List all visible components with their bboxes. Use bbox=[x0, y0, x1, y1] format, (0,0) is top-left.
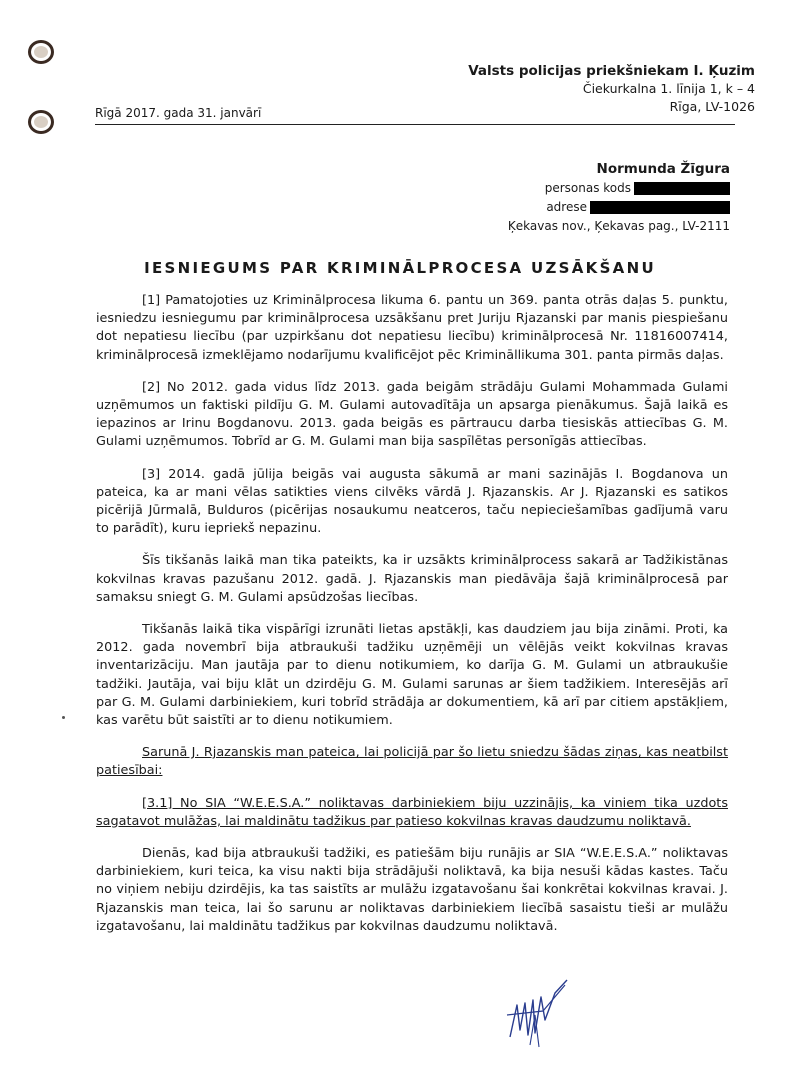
recipient-block bbox=[468, 62, 755, 116]
personal-code-label: personas kods bbox=[544, 181, 631, 195]
paragraph-6: Sarunā J. Rjazanskis man pateica, lai policijā par šo lietu sniedzu šādas ziņas, kas neatbilst patiesībai: bbox=[96, 745, 728, 779]
paragraph-1: [1] Pamatojoties uz Kriminālprocesa likuma 6. pantu un 369. panta otrās daļas 5. punktu, iesniedzu iesniegumu par kriminālprocesa uzsākšanu pret Juriju Rjazanski par manis piespiešanu dot nepatiesu liecību (par uzpirkšanu dot nepatiesu liecību) kriminālprocesā Nr. 11816007414, kriminālprocesā izmeklējamo nodarījumu kvalificējot pēc Krimināllikuma 301. panta pirmās daļas. bbox=[96, 293, 728, 363]
paragraph-3: [3] 2014. gadā jūlija beigās vai augusta sākumā ar mani sazinājās I. Bogdanova un pateica, ka ar mani vēlas satikties viens cilvēks vārdā J. Rjazanskis. Ar J. Rjazanski es satikos picērijā Jūrmalā, Bulduros (picērijas nosaukumu neatceros, taču nepieciešamības gadījumā varu to parādīt), kuru iepriekš nepazinu. bbox=[96, 466, 728, 537]
paragraph-5: Tikšanās laikā tika vispārīgi izrunāti lietas apstākļi, kas daudziem jau bija zināmi. Proti, ka 2012. gada novembrī bija atbraukuši tadžiku uzņēmēji un vēlējās veikt kokvilnas kravas inventarizāciju. Man jautāja par to dienu notikumiem, ko darīja G. M. Gulami un atbraukušie tadžiki. Jautāja, vai biju klāt un dzirdēju G. M. Gulami sarunas ar šiem tadžikiem. Interesējās arī par G. M. Gulami darbiniekiem, kuri tobrīd strādāja ar dokumentiem, kā arī par citiem apstākļiem, kas varētu būt saistīti ar to dienu notikumiem. bbox=[96, 622, 728, 729]
document-title: IESNIEGUMS PAR KRIMINĀLPROCESA UZSĀKŠANU bbox=[144, 259, 656, 277]
paragraph-7: [3.1] No SIA “W.E.E.S.A.” noliktavas darbiniekiem biju uzzinājis, ka viniem tika uzdots sagatavot mulāžas, lai maldinātu tadžikus par patieso kokvilnas kravas daudzumu noliktavā. bbox=[96, 795, 728, 829]
signature bbox=[495, 975, 585, 1055]
paragraph-4: Šīs tikšanās laikā man tika pateikts, ka ir uzsākts kriminālprocess sakarā ar Tadžikistānas kokvilnas kravas pazušanu 2012. gadā. J. Rjazanskis man piedāvāja šajā kriminālprocesā par samaksu sniegt G. M. Gulami apsūdzošas liecības. bbox=[96, 553, 728, 605]
sender-name: Normunda Žīgura bbox=[596, 161, 730, 177]
header-divider bbox=[95, 124, 735, 125]
address-label: adrese bbox=[546, 200, 587, 214]
recipient-address-line2: Rīga, LV-1026 bbox=[669, 99, 755, 114]
sender-locality: Ķekavas nov., Ķekavas pag., LV-2111 bbox=[507, 219, 730, 233]
binder-hole-top bbox=[28, 40, 54, 64]
recipient-name: Valsts policijas priekšniekam I. Ķuzim bbox=[468, 63, 755, 79]
sender-block bbox=[508, 160, 730, 236]
redaction-bar bbox=[634, 182, 730, 195]
paragraph-8: Dienās, kad bija atbraukuši tadžiki, es patiešām biju runājis ar SIA “W.E.E.S.A.” noliktavas darbiniekiem, kuri teica, ka visu nakti bija strādājuši noliktavā, ka bija nesuši kādas kastes. Taču no viņiem nebiju dzirdējis, ka tas saistīts ar mulāžu izgatavošanu šai konkrētai kokvilnas kravai. J. Rjazanskis man teica, lai šo sarunu ar noliktavas darbiniekiem liecībā sasaistu tieši ar mulāžu izgatavošanu, lai maldinātu tadžikus par kokvilnas daudzumu noliktavā. bbox=[96, 846, 728, 934]
document-body bbox=[96, 292, 728, 950]
redaction-bar bbox=[590, 201, 730, 214]
stray-mark bbox=[62, 716, 65, 719]
recipient-address-line1: Čiekurkalna 1. līnija 1, k – 4 bbox=[582, 81, 755, 96]
paragraph-2: [2] No 2012. gada vidus līdz 2013. gada beigām strādāju Gulami Mohammada Gulami uzņēmumos un faktiski pildīju G. M. Gulami autovadītāja un apsarga pienākumus. Šajā laikā es iepazinos ar Irinu Bogdanovu. 2013. gada beigās es pārtraucu darba tiesiskās attiecības G. M. Gulami uzņēmumos. Tobrīd ar G. M. Gulami man bija saspīlētas personīgās attiecības. bbox=[96, 379, 728, 450]
place-date: Rīgā 2017. gada 31. janvārī bbox=[95, 106, 262, 120]
binder-hole-bottom bbox=[28, 110, 54, 134]
